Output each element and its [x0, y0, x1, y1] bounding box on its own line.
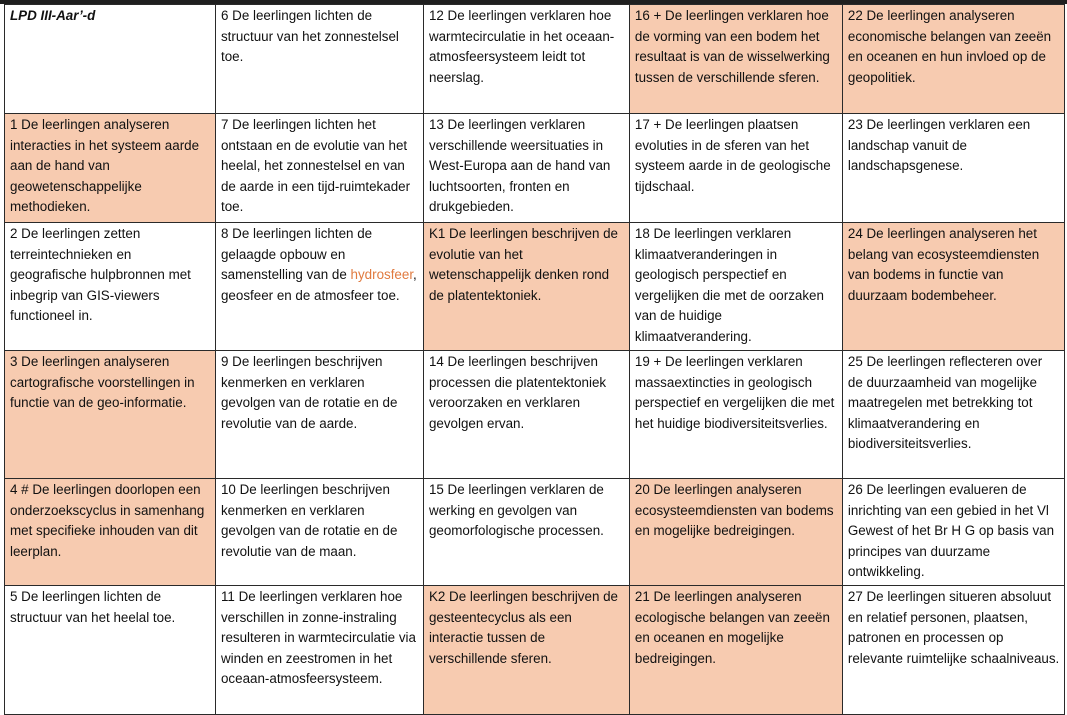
table-title: LPD III-Aar’-d	[10, 8, 96, 23]
table-title-cell	[5, 5, 216, 114]
goal-8-accent-word: hydrosfeer	[350, 267, 414, 283]
goal-cell-21: 21 De leerlingen analyseren ecologische belangen van zeeën en oceanen en mogelijke bedreigingen.	[629, 586, 842, 715]
goal-cell-22: 22 De leerlingen analyseren economische belangen van zeeën en oceanen en hun invloed op de geopolitiek.	[842, 5, 1064, 114]
goal-cell-12: 12 De leerlingen verklaren hoe warmtecirculatie in het oceaan-atmosfeersysteem leidt tot neerslag.	[423, 5, 629, 114]
goal-cell-1: 1 De leerlingen analyseren interacties in het systeem aarde aan de hand van geowetenschappelijke methodieken.	[5, 114, 216, 223]
leerplan-doelen-table	[4, 4, 1065, 715]
goal-cell-20: 20 De leerlingen analyseren ecosysteemdiensten van bodems en mogelijke bedreigingen.	[629, 479, 842, 586]
table-row	[5, 351, 1065, 479]
goal-cell-10: 10 De leerlingen beschrijven kenmerken en verklaren gevolgen van de rotatie en de revolutie van de maan.	[215, 479, 423, 586]
goal-cell-7: 7 De leerlingen lichten het ontstaan en de evolutie van het heelal, het zonnestelsel en van de aarde in een tijd-ruimtekader toe.	[215, 114, 423, 223]
goal-cell-11: 11 De leerlingen verklaren hoe verschillen in zonne-instraling resulteren in warmtecirculatie via winden en zeestromen in het oceaan-atmosfeersysteem.	[215, 586, 423, 715]
goal-8-text-end: , geosfeer en de atmosfeer toe.	[220, 267, 417, 303]
table-row	[5, 114, 1065, 223]
goal-cell-18: 18 De leerlingen verklaren klimaatveranderingen in geologisch perspectief en vergelijken die met de oorzaken van de huidige klimaatverandering.	[629, 223, 842, 351]
goal-cell-19: 19 + De leerlingen verklaren massaextincties in geologisch perspectief en vergelijken die met het huidige biodiversiteitsverlies.	[629, 351, 842, 479]
goal-cell-13: 13 De leerlingen verklaren verschillende weersituaties in West-Europa aan de hand van luchtsoorten, fronten en drukgebieden.	[423, 114, 629, 223]
goal-cell-24: 24 De leerlingen analyseren het belang van ecosysteemdiensten van bodems in functie van duurzaam bodembeheer.	[842, 223, 1064, 351]
goal-cell-27: 27 De leerlingen situeren absoluut en relatief personen, plaatsen, patronen en processen op relevante ruimtelijke schaalniveaus.	[842, 586, 1064, 715]
table-row	[5, 223, 1065, 351]
goal-cell-23: 23 De leerlingen verklaren een landschap vanuit de landschapsgenese.	[842, 114, 1064, 223]
table-row	[5, 586, 1065, 715]
table-row	[5, 479, 1065, 586]
goal-cell-26: 26 De leerlingen evalueren de inrichting van een gebied in het Vl Gewest of het Br H G op basis van principes van duurzame ontwikkeling.	[842, 479, 1064, 586]
goal-cell-k2: K2 De leerlingen beschrijven de gesteentecyclus als een interactie tussen de verschillende sferen.	[423, 586, 629, 715]
goal-cell-17: 17 + De leerlingen plaatsen evoluties in de sferen van het systeem aarde in de geologische tijdschaal.	[629, 114, 842, 223]
goal-cell-16: 16 + De leerlingen verklaren hoe de vorming van een bodem het resultaat is van de wisselwerking tussen de verschillende sferen.	[629, 5, 842, 114]
goal-8-text-start: 8 De leerlingen lichten de gelaagde opbouw en samenstelling van de	[220, 226, 373, 283]
goal-cell-14: 14 De leerlingen beschrijven processen die platentektoniek veroorzaken en verklaren gevolgen ervan.	[423, 351, 629, 479]
goal-cell-15: 15 De leerlingen verklaren de werking en gevolgen van geomorfologische processen.	[423, 479, 629, 586]
goal-cell-4: 4 # De leerlingen doorlopen een onderzoekscyclus in samenhang met specifieke inhouden van dit leerplan.	[5, 479, 216, 586]
goal-cell-k1: K1 De leerlingen beschrijven de evolutie van het wetenschappelijk denken rond de platentektoniek.	[423, 223, 629, 351]
goal-cell-5: 5 De leerlingen lichten de structuur van het heelal toe.	[5, 586, 216, 715]
goal-cell-3: 3 De leerlingen analyseren cartografische voorstellingen in functie van de geo-informatie.	[5, 351, 216, 479]
goal-cell-2: 2 De leerlingen zetten terreintechnieken en geografische hulpbronnen met inbegrip van GIS-viewers functioneel in.	[5, 223, 216, 351]
table-row	[5, 5, 1065, 114]
goal-cell-9: 9 De leerlingen beschrijven kenmerken en verklaren gevolgen van de rotatie en de revolutie van de aarde.	[215, 351, 423, 479]
goal-cell-8	[215, 223, 423, 351]
goal-cell-25: 25 De leerlingen reflecteren over de duurzaamheid van mogelijke maatregelen met betrekking tot klimaatverandering en biodiversiteitsverlies.	[842, 351, 1064, 479]
goal-cell-6: 6 De leerlingen lichten de structuur van het zonnestelsel toe.	[215, 5, 423, 114]
